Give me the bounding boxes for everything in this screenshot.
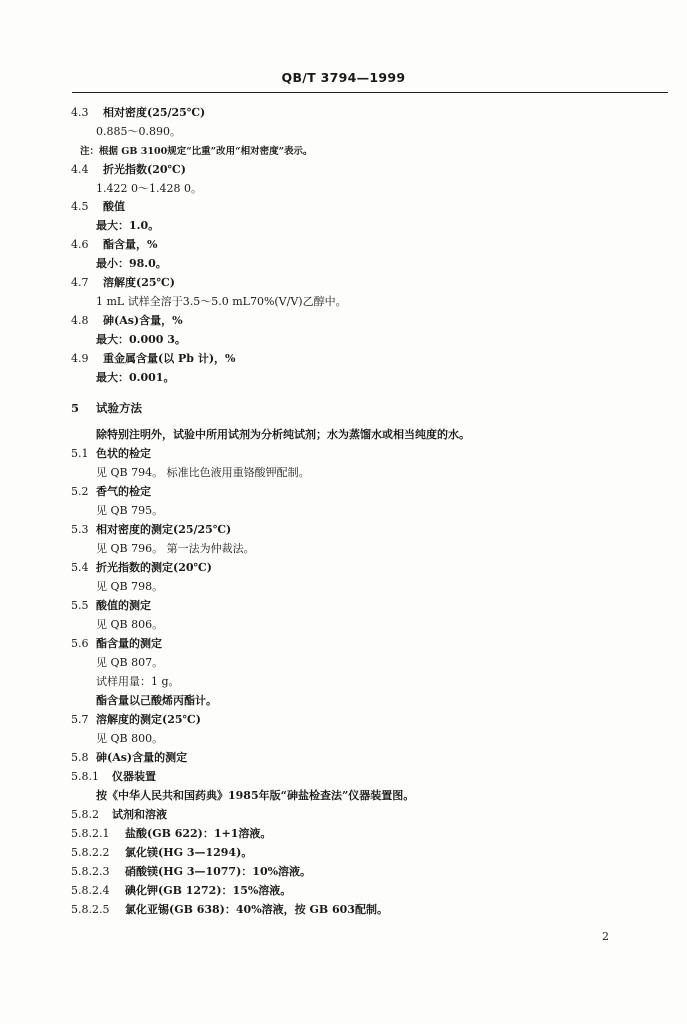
- clause-number: 5.8.2.3: [71, 865, 110, 878]
- clause-title: 相对密度(25/25℃): [103, 106, 206, 119]
- clause-title: 硝酸镁(HG 3—1077)：10%溶液。: [125, 865, 312, 878]
- clause-number: 5.8.2.1: [71, 827, 110, 840]
- clause-body: 见 QB 796。 第一法为仲裁法。: [96, 542, 255, 555]
- section-title: 试验方法: [96, 401, 142, 415]
- clause-title: 酯含量，%: [103, 238, 158, 251]
- clause-title: 香气的检定: [96, 485, 151, 498]
- page-number: 2: [602, 930, 609, 943]
- clause-title: 溶解度(25℃): [103, 276, 175, 289]
- clause-title: 色状的检定: [96, 447, 151, 460]
- clause-title: 碘化钾(GB 1272)：15%溶液。: [125, 884, 292, 897]
- clause-number: 5.6: [71, 637, 89, 650]
- clause-title: 仪器装置: [112, 770, 156, 783]
- clause-number: 5.1: [71, 447, 89, 460]
- clause-title: 酸值: [103, 200, 125, 213]
- clause-title: 砷(As)含量，%: [103, 314, 183, 327]
- clause-number: 4.9: [71, 352, 89, 365]
- clause-body: 1 mL 试样全溶于3.5～5.0 mL70%(V/V)乙醇中。: [96, 295, 347, 308]
- clause-title: 溶解度的测定(25℃): [96, 713, 201, 726]
- clause-title: 砷(As)含量的测定: [96, 751, 188, 764]
- clause-title: 试剂和溶液: [112, 808, 167, 821]
- clause-body: 0.885～0.890。: [96, 125, 181, 138]
- clause-body: 见 QB 798。: [96, 580, 164, 593]
- clause-number: 4.8: [71, 314, 89, 327]
- clause-number: 5.5: [71, 599, 89, 612]
- clause-title: 氯化亚锡(GB 638)：40%溶液，按 GB 603配制。: [125, 903, 388, 916]
- clause-number: 5.8.1: [71, 770, 99, 783]
- clause-title: 折光指数的测定(20℃): [96, 561, 212, 574]
- document-header: QB/T 3794—1999: [281, 70, 406, 85]
- clause-title: 酸值的测定: [96, 599, 151, 612]
- clause-number: 5.8.2: [71, 808, 99, 821]
- clause-body: 试样用量：1 g。: [96, 675, 180, 688]
- clause-title: 重金属含量(以 Pb 计)，%: [103, 352, 236, 365]
- clause-number: 4.6: [71, 238, 89, 251]
- clause-number: 4.4: [71, 163, 89, 176]
- clause-title: 酯含量的测定: [96, 637, 162, 650]
- clause-body: 1.422 0～1.428 0。: [96, 182, 202, 195]
- clause-body: 见 QB 795。: [96, 504, 164, 517]
- clause-body: 见 QB 794。 标准比色液用重铬酸钾配制。: [96, 466, 310, 479]
- section-intro: 除特别注明外，试验中所用试剂为分析纯试剂；水为蒸馏水或相当纯度的水。: [96, 428, 470, 441]
- clause-body: 最大：0.001。: [96, 371, 175, 384]
- clause-body: 最小：98.0。: [96, 257, 167, 270]
- clause-body: 见 QB 807。: [96, 656, 164, 669]
- clause-title: 盐酸(GB 622)：1+1溶液。: [125, 827, 272, 840]
- clause-number: 5.8.2.4: [71, 884, 110, 897]
- clause-number: 5.8.2.5: [71, 903, 110, 916]
- clause-body: 最大：1.0。: [96, 219, 160, 232]
- clause-number: 5.8: [71, 751, 89, 764]
- clause-number: 4.7: [71, 276, 89, 289]
- clause-title: 氯化镁(HG 3—1294)。: [125, 846, 253, 859]
- clause-title: 相对密度的测定(25/25℃): [96, 523, 232, 536]
- clause-number: 5.8.2.2: [71, 846, 110, 859]
- clause-note: 注：根据 GB 3100规定“比重”改用“相对密度”表示。: [80, 146, 313, 157]
- clause-number: 4.5: [71, 200, 89, 213]
- clause-number: 5.2: [71, 485, 89, 498]
- clause-body: 见 QB 800。: [96, 732, 164, 745]
- header-rule: [72, 92, 668, 93]
- clause-number: 5.7: [71, 713, 89, 726]
- section-number: 5: [71, 401, 80, 415]
- clause-number: 5.3: [71, 523, 89, 536]
- clause-body: 最大：0.000 3。: [96, 333, 186, 346]
- clause-title: 折光指数(20℃): [103, 163, 186, 176]
- clause-number: 4.3: [71, 106, 89, 119]
- clause-body: 酯含量以己酸烯丙酯计。: [96, 694, 217, 707]
- clause-body: 按《中华人民共和国药典》1985年版“砷盐检查法”仪器装置图。: [96, 789, 415, 802]
- clause-number: 5.4: [71, 561, 89, 574]
- clause-body: 见 QB 806。: [96, 618, 164, 631]
